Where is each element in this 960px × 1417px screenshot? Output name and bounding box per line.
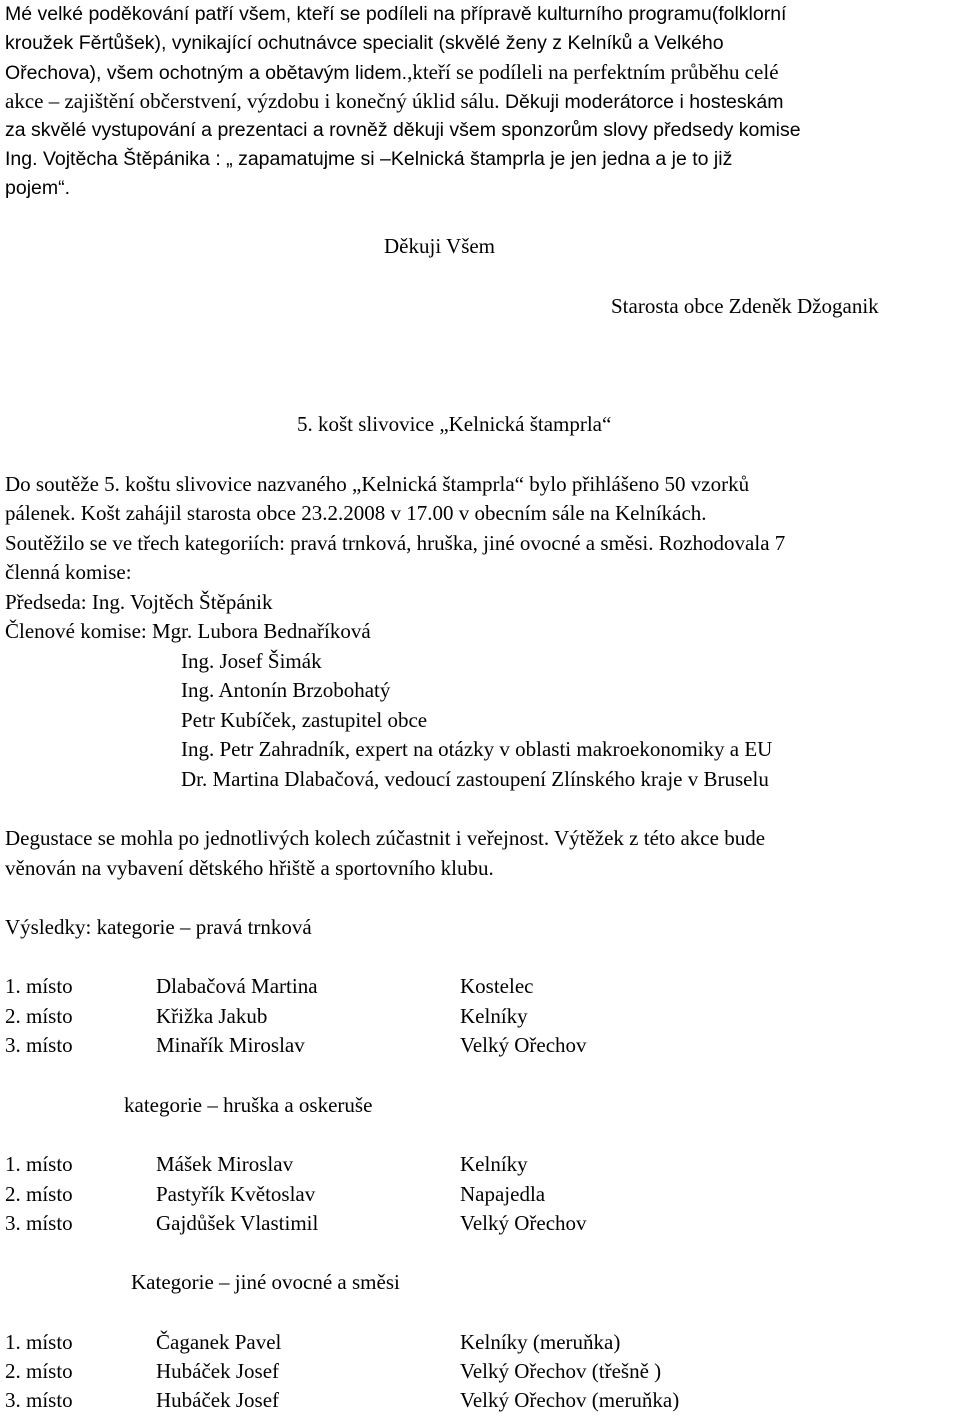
result-town: Kostelec bbox=[460, 974, 534, 998]
intro-line: Mé velké poděkování patří všem, kteří se podíleli na přípravě kulturního programu(folklorní bbox=[5, 3, 787, 25]
result-row bbox=[0, 1386, 960, 1416]
result-place: 2. místo bbox=[5, 1359, 73, 1383]
body-line: Do soutěže 5. koštu slivovice nazvaného „Kelnická štamprla“ bylo přihlášeno 50 vzorků bbox=[5, 472, 750, 496]
result-place: 1. místo bbox=[5, 1330, 73, 1354]
result-name: Hubáček Josef bbox=[156, 1388, 280, 1412]
body-line: členná komise: bbox=[5, 560, 132, 584]
result-town: Napajedla bbox=[460, 1182, 546, 1206]
intro-fragment: Ořechova), všem ochotným a obětavým lidem. bbox=[5, 62, 408, 84]
result-place: 1. místo bbox=[5, 1152, 73, 1176]
result-place: 1. místo bbox=[5, 974, 73, 998]
intro-line: za skvělé vystupování a prezentaci a rovněž děkuji všem sponzorům slovy předsedy komise bbox=[5, 119, 801, 141]
result-row bbox=[0, 1180, 960, 1210]
committee-chair: Předseda: Ing. Vojtěch Štěpánik bbox=[5, 590, 273, 614]
result-name: Dlabačová Martina bbox=[156, 974, 318, 998]
result-row bbox=[0, 1209, 960, 1239]
degustace-line: věnován na vybavení dětského hřiště a sportovního klubu. bbox=[5, 856, 494, 880]
committee-member: Ing. Antonín Brzobohatý bbox=[181, 678, 391, 702]
result-name: Mášek Miroslav bbox=[156, 1152, 294, 1176]
result-row bbox=[0, 1002, 960, 1032]
result-town: Kelníky bbox=[460, 1152, 528, 1176]
result-town: Kelníky bbox=[460, 1004, 528, 1028]
result-row bbox=[0, 1150, 960, 1180]
intro-line: kroužek Fěrtůšek), vynikající ochutnávce specialit (skvělé ženy z Kelníků a Velkého bbox=[5, 32, 724, 54]
intro-fragment: Děkuji moderátorce i hosteskám bbox=[499, 91, 784, 113]
result-row bbox=[0, 972, 960, 1002]
intro-line bbox=[5, 87, 783, 118]
intro-fragment: akce – zajištění občerstvení, výzdobu i konečný úklid sálu. bbox=[5, 89, 500, 113]
committee-member: Ing. Josef Šimák bbox=[181, 649, 322, 673]
category-title: kategorie – hruška a oskeruše bbox=[124, 1093, 373, 1117]
result-place: 3. místo bbox=[5, 1211, 73, 1235]
committee-member: Petr Kubíček, zastupitel obce bbox=[181, 708, 428, 732]
result-place: 3. místo bbox=[5, 1033, 73, 1057]
result-name: Čaganek Pavel bbox=[156, 1330, 282, 1354]
result-town: Kelníky (meruňka) bbox=[460, 1330, 621, 1354]
intro-line bbox=[5, 58, 779, 89]
intro-line: pojem“. bbox=[5, 177, 71, 199]
result-name: Křižka Jakub bbox=[156, 1004, 268, 1028]
signature: Starosta obce Zdeněk Džoganik bbox=[611, 294, 879, 318]
intro-line: Ing. Vojtěcha Štěpánika : „ zapamatujme si –Kelnická štamprla je jen jedna a je to již bbox=[5, 148, 733, 170]
result-name: Hubáček Josef bbox=[156, 1359, 280, 1383]
result-name: Gajdůšek Vlastimil bbox=[156, 1211, 319, 1235]
result-row bbox=[0, 1031, 960, 1061]
result-place: 3. místo bbox=[5, 1388, 73, 1412]
result-town: Velký Ořechov (meruňka) bbox=[460, 1388, 680, 1412]
result-row bbox=[0, 1328, 960, 1358]
intro-fragment: ,kteří se podíleli na perfektním průběhu celé bbox=[407, 60, 779, 84]
results-title: Výsledky: kategorie – pravá trnková bbox=[5, 915, 312, 939]
result-place: 2. místo bbox=[5, 1004, 73, 1028]
result-row bbox=[0, 1357, 960, 1387]
committee-member: Ing. Petr Zahradník, expert na otázky v oblasti makroekonomiky a EU bbox=[181, 737, 773, 761]
committee-members-label: Členové komise: Mgr. Lubora Bednaříková bbox=[5, 619, 371, 643]
committee-member: Dr. Martina Dlabačová, vedoucí zastoupení Zlínského kraje v Bruselu bbox=[181, 767, 769, 791]
degustace-line: Degustace se mohla po jednotlivých kolech zúčastnit i veřejnost. Výtěžek z této akce bude bbox=[5, 826, 766, 850]
thanks-text: Děkuji Všem bbox=[384, 234, 496, 258]
body-line: Soutěžilo se ve třech kategoriích: pravá trnková, hruška, jiné ovocné a směsi. Rozhodovala 7 bbox=[5, 531, 786, 555]
result-town: Velký Ořechov (třešně ) bbox=[460, 1359, 662, 1383]
category-title: Kategorie – jiné ovocné a směsi bbox=[131, 1270, 400, 1294]
result-town: Velký Ořechov bbox=[460, 1211, 587, 1235]
body-line: pálenek. Košt zahájil starosta obce 23.2.2008 v 17.00 v obecním sále na Kelníkách. bbox=[5, 501, 707, 525]
result-town: Velký Ořechov bbox=[460, 1033, 587, 1057]
result-name: Minařík Miroslav bbox=[156, 1033, 305, 1057]
result-place: 2. místo bbox=[5, 1182, 73, 1206]
section-heading: 5. košt slivovice „Kelnická štamprla“ bbox=[297, 412, 612, 436]
result-name: Pastyřík Květoslav bbox=[156, 1182, 316, 1206]
